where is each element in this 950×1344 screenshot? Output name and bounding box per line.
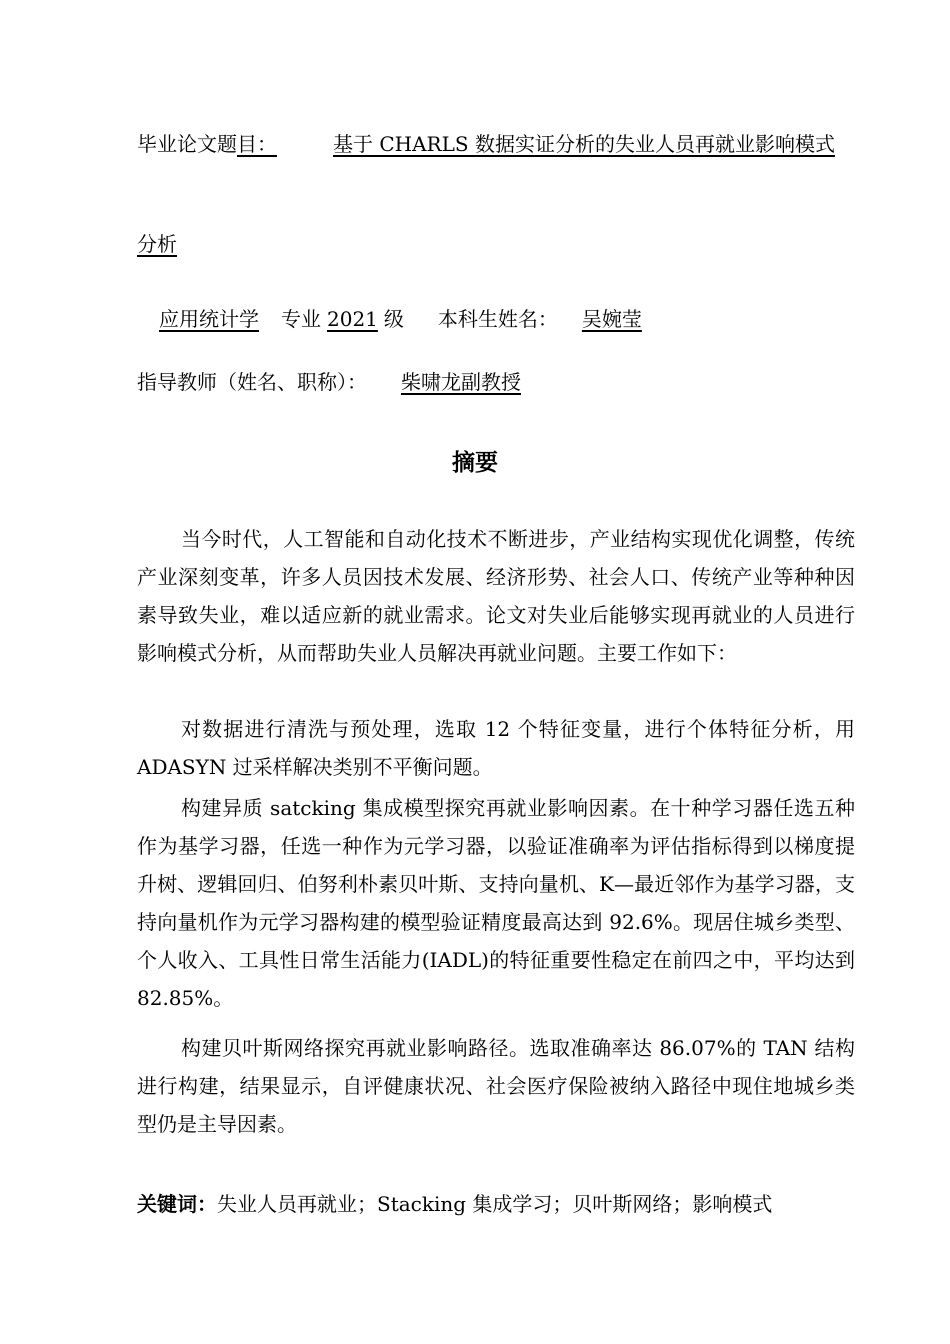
major-line [137,303,654,332]
major-value: 应用统计学 [159,307,259,331]
abstract-paragraph: 构建贝叶斯网络探究再就业影响路径。选取准确率达 86.07%的 TAN 结构进行构建，结果显示，自评健康状况、社会医疗保险被纳入路径中现住地城乡类型仍是主导因素。 [137,1036,855,1136]
title-label: 毕业论文题 [137,132,237,156]
title-label-underlined: 目： 基于 CHARLS 数据实证分析的失业人员再就业影响模式 [237,132,835,156]
abstract-heading: 摘要 [452,450,498,476]
advisor-value: 柴啸龙副教授 [401,370,521,394]
thesis-title-cont: 分析 [137,232,177,256]
abstract-paragraph: 构建异质 satcking 集成模型探究再就业影响因素。在十种学习器任选五种作为基学习器，任选一种作为元学习器，以验证准确率为评估指标得到以梯度提升树、逻辑回归、伯努利朴素贝叶斯、支持向量机、K—最近邻作为基学习器，支持向量机作为元学习器构建的模型验证精度最高达到 92.6%。现居住城乡类型、个人收入、工具性日常生活能力(IADL)的特征重要性稳定在前四之中，平均达到 82.85%。 [137,796,855,1010]
major-suffix: 专业 [281,307,321,331]
advisor-line [137,366,533,395]
thesis-title-line [137,128,835,157]
year-value: 2021 [327,307,378,331]
student-name: 吴婉莹 [581,307,642,331]
student-label: 本科生姓名： [437,307,558,331]
keywords-text: 失业人员再就业；Stacking 集成学习；贝叶斯网络；影响模式 [217,1192,773,1216]
abstract-paragraph: 当今时代，人工智能和自动化技术不断进步，产业结构实现优化调整，传统产业深刻变革，许多人员因技术发展、经济形势、社会人口、传统产业等种种因素导致失业，难以适应新的就业需求。论文对失业后能够实现再就业的人员进行影响模式分析，从而帮助失业人员解决再就业问题。主要工作如下： [137,527,855,665]
advisor-label: 指导教师（姓名、职称）： [137,370,367,394]
keywords-line [137,1188,772,1217]
abstract-paragraph: 对数据进行清洗与预处理，选取 12 个特征变量，进行个体特征分析，用 ADASYN 过采样解决类别不平衡问题。 [137,717,855,779]
thesis-title-continued [137,228,211,257]
thesis-title: 基于 CHARLS 数据实证分析的失业人员再就业影响模式 [333,132,835,156]
year-suffix: 级 [383,307,404,331]
keywords-label: 关键词： [137,1192,217,1216]
